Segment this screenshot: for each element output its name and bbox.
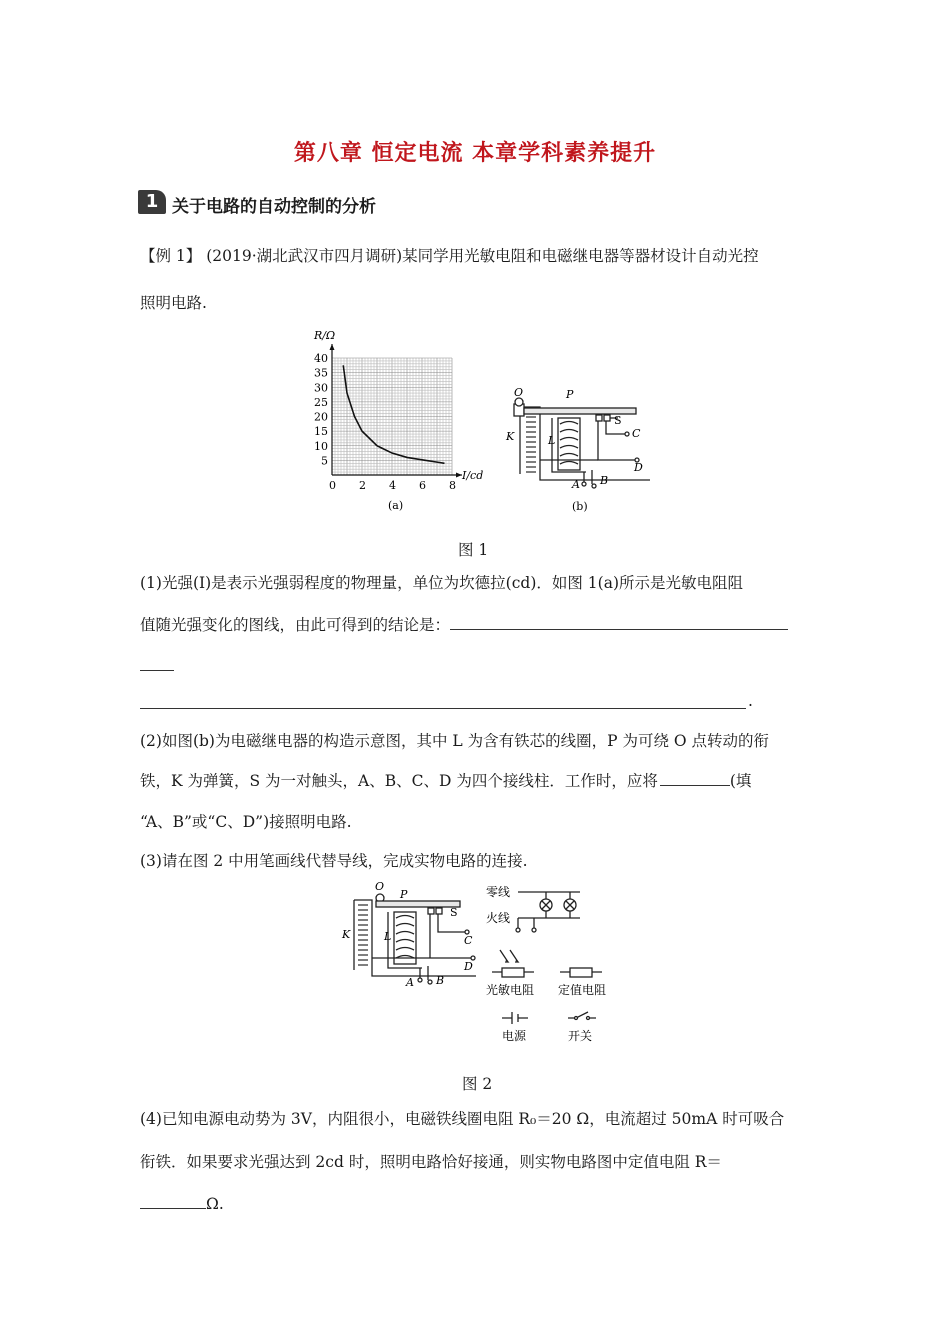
chart-x-tick-label: 2 (359, 479, 366, 492)
label-D: D (634, 461, 643, 474)
fig2-label-O: O (375, 880, 385, 893)
question1-line1: (1)光强(I)是表示光强弱程度的物理量，单位为坎德拉(cd)．如图 1(a)所示是光敏电阻阻 (140, 574, 743, 592)
answer-blank-q1c (140, 706, 746, 709)
figure1b-relay-diagram (500, 382, 660, 517)
label-C: C (632, 427, 641, 440)
period-mark: . (748, 692, 753, 710)
page-title: 第八章 恒定电流 本章学科素养提升 (293, 141, 657, 166)
label-L: L (548, 434, 556, 447)
chart-xlabel: I/cd (462, 469, 484, 482)
chart-ylabel: R/Ω (314, 329, 336, 342)
example-intro-line2: 照明电路. (140, 294, 207, 312)
chart-y-tick-label: 5 (321, 454, 328, 468)
answer-blank-q2 (660, 771, 730, 786)
question4-line2: 衔铁．如果要求光强达到 2cd 时，照明电路恰好接通，则实物电路图中定值电阻 R＝ (140, 1153, 722, 1171)
switch-label: 开关 (568, 1029, 593, 1043)
question2-line1: (2)如图(b)为电磁继电器的构造示意图，其中 L 为含有铁芯的线圈，P 为可绕 O 点转动的衔 (140, 732, 770, 750)
question1-text: 值随光强变化的图线，由此可得到的结论是： (140, 616, 451, 634)
live-line-label: 火线 (486, 911, 511, 925)
fig2-label-P: P (400, 888, 408, 901)
question2-text: 铁，K 为弹簧，S 为一对触头，A、B、C、D 为四个接线柱．工作时，应将 (140, 772, 658, 790)
fig2-label-B: B (436, 974, 445, 987)
figure1a-chart (300, 325, 500, 520)
answer-blank-q1b (140, 658, 174, 671)
fig2-label-C: C (464, 934, 473, 947)
fig2-label-L: L (384, 930, 392, 943)
chart-y-tick-label: 25 (314, 395, 328, 409)
chart-x-tick-label: 4 (389, 479, 396, 492)
chart-x-tick-label: 8 (449, 479, 456, 492)
label-P: P (566, 388, 574, 401)
label-B: B (600, 474, 609, 487)
chart-y-tick-label: 35 (314, 366, 328, 380)
chart-x-tick-label: 6 (419, 479, 426, 492)
question2-text-tail: (填 (729, 772, 752, 790)
question2-line2 (140, 770, 751, 792)
question3-line1: (3)请在图 2 中用笔画线代替导线，完成实物电路的连接. (140, 852, 528, 870)
chart-grid (332, 358, 452, 475)
label-S: S (614, 414, 622, 427)
figure2-caption: 图 2 (462, 1075, 493, 1093)
question4-unit: Ω. (206, 1195, 224, 1213)
chart-x-tick-label: 0 (329, 479, 336, 492)
question4-line3 (140, 1193, 224, 1215)
example-intro-line1: 【例 1】 (2019·湖北武汉市四月调研)某同学用光敏电阻和电磁继电器等器材设计自动光控 (140, 247, 759, 265)
section-title: 关于电路的自动控制的分析 (172, 197, 376, 217)
figure1b-sublabel: (b) (572, 500, 588, 513)
section-number-badge: 1 (138, 190, 166, 214)
label-A: A (572, 478, 580, 491)
chart-y-tick-label: 15 (314, 425, 328, 439)
fig2-label-D: D (464, 960, 473, 973)
figure2-diagram (340, 880, 630, 1050)
fig2-label-S: S (450, 906, 458, 919)
fig2-label-A: A (406, 976, 414, 989)
chart-y-tick-label: 40 (314, 352, 328, 365)
neutral-line-label: 零线 (486, 885, 511, 899)
answer-blank-q4 (140, 1194, 206, 1209)
figure1a-sublabel: (a) (388, 499, 404, 512)
question2-line3: “A、B”或“C、D”)接照明电路. (140, 813, 352, 831)
figure1-caption: 图 1 (458, 541, 489, 559)
label-O: O (514, 386, 524, 399)
power-source-label: 电源 (502, 1029, 527, 1043)
fig2-label-K: K (342, 928, 351, 941)
photoresistor-label: 光敏电阻 (486, 983, 535, 997)
chart-y-tick-label: 30 (314, 381, 328, 395)
answer-blank-q1a (450, 615, 788, 630)
question1-line2 (140, 614, 788, 636)
question4-line1: (4)已知电源电动势为 3V，内阻很小，电磁铁线圈电阻 R₀＝20 Ω，电流超过 50mA 时可吸合 (140, 1110, 785, 1128)
label-K: K (506, 430, 515, 443)
chart-y-tick-label: 20 (314, 410, 328, 424)
chart-y-tick-label: 10 (314, 439, 328, 453)
fixed-resistor-label: 定值电阻 (558, 983, 607, 997)
